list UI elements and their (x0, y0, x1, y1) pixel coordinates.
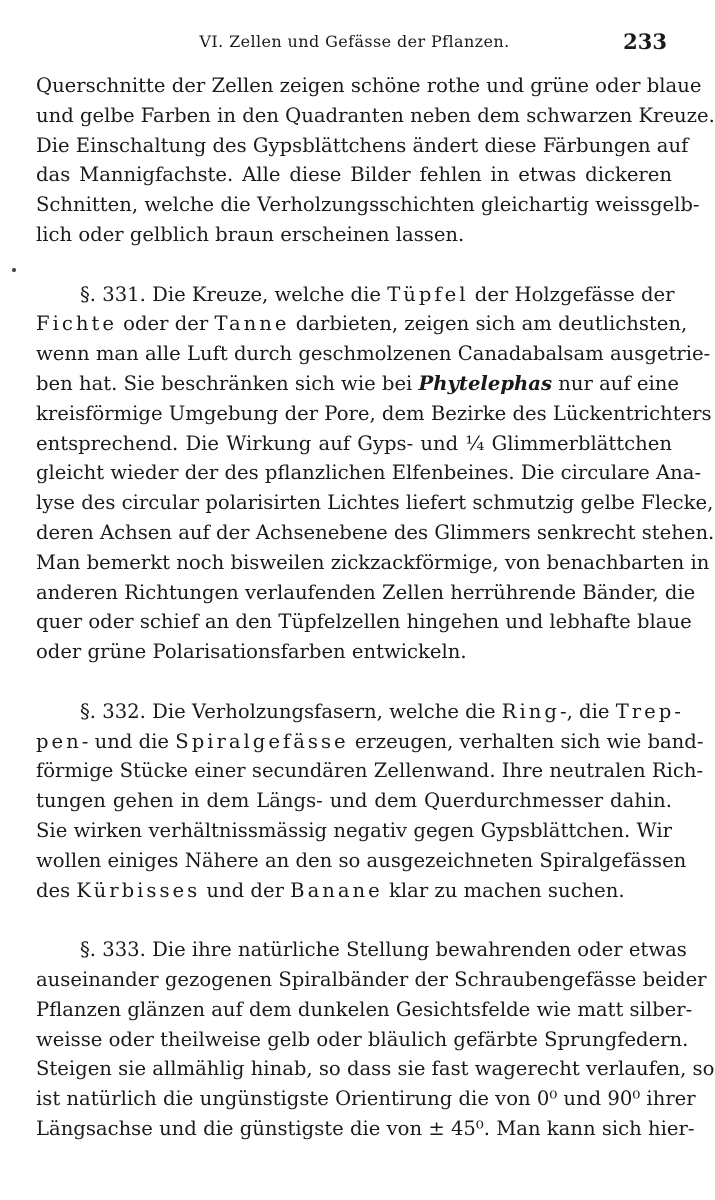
paragraph-332 (36, 697, 704, 906)
text-line: Längsachse und die günstigste die von ± 45⁰. Man kann sich hier- (36, 1116, 695, 1140)
text-line (36, 369, 679, 399)
paragraph-333 (36, 935, 715, 1144)
text-line: gleicht wieder der des pflanzlichen Elfenbeines. Die circulare Ana- (36, 461, 702, 485)
text-line: das Mannigfachste. Alle diese Bilder fehlen in etwas dickeren (36, 163, 672, 187)
text-line (36, 309, 688, 339)
page-number: 233 (623, 29, 667, 54)
text-run: §. 331. Die Kreuze, welche die (80, 282, 388, 306)
text-run: darbieten, zeigen sich am deutlichsten, (289, 312, 688, 336)
text-line: Man bemerkt noch bisweilen zickzackförmige, von benachbarten in (36, 550, 710, 574)
text-line: quer oder schief an den Tüpfelzellen hingehen und lebhafte blaue (36, 610, 692, 634)
text-line: Schnitten, welche die Verholzungsschichten gleichartig weissgelb- (36, 193, 700, 217)
spaced-term: Ring (501, 699, 560, 723)
text-run: und der (200, 878, 291, 902)
paragraph-331 (36, 280, 715, 667)
text-line: ist natürlich die ungünstigste Orientirung die von 0⁰ und 90⁰ ihrer (36, 1087, 696, 1111)
text-run: des (36, 878, 77, 902)
text-line: Die Einschaltung des Gypsblättchens ändert diese Färbungen auf (36, 133, 689, 157)
text-run: - und die (81, 729, 176, 753)
running-head: VI. Zellen und Gefässe der Pflanzen. (199, 32, 510, 51)
text-line: Querschnitte der Zellen zeigen schöne rothe und grüne oder blaue (36, 74, 702, 97)
text-line: wollen einiges Nähere an den so ausgezeichneten Spiralgefässen (36, 848, 687, 872)
text-line: oder grüne Polarisationsfarben entwickeln. (36, 640, 467, 664)
text-line: §. 333. Die ihre natürliche Stellung bewahrenden oder etwas (80, 938, 687, 962)
text-run: nur auf eine (552, 371, 679, 395)
body-text (36, 71, 715, 1144)
text-run: -, die (559, 699, 616, 723)
text-line: förmige Stücke einer secundären Zellenwand. Ihre neutralen Rich- (36, 759, 704, 783)
text-run: oder der (116, 312, 215, 336)
italic-term: Phytelephas (418, 371, 553, 395)
text-line: und gelbe Farben in den Quadranten neben dem schwarzen Kreuze. (36, 103, 715, 127)
text-run: §. 332. Die Verholzungsfasern, welche die (80, 699, 502, 723)
text-run: klar zu machen suchen. (382, 878, 625, 902)
margin-mark (12, 268, 16, 272)
text-line: Sie wirken verhältnissmässig negativ gegen Gypsblättchen. Wir (36, 818, 672, 842)
text-line: weisse oder theilweise gelb oder bläulich gefärbte Sprungfedern. (36, 1027, 689, 1051)
text-line: wenn man alle Luft durch geschmolzenen Canadabalsam ausgetrie- (36, 342, 711, 366)
text-line: Steigen sie allmählig hinab, so dass sie fast wagerecht verlaufen, so (36, 1057, 715, 1081)
text-line (36, 727, 704, 757)
spaced-term: Tüpfel (387, 282, 469, 306)
text-line: tungen gehen in dem Längs- und dem Querdurchmesser dahin. (36, 789, 672, 813)
text-run: ben hat. Sie beschränken sich wie bei (36, 371, 419, 395)
spaced-term: Tanne (214, 312, 290, 336)
text-line: anderen Richtungen verlaufenden Zellen herrührende Bänder, die (36, 580, 696, 604)
text-line: entsprechend. Die Wirkung auf Gyps- und ¼ Glimmerblättchen (36, 431, 672, 455)
spaced-term: Banane (290, 878, 383, 902)
text-line (36, 280, 675, 310)
text-line: Pflanzen glänzen auf dem dunkelen Gesichtsfelde wie matt silber- (36, 997, 693, 1021)
text-line: auseinander gezogenen Spiralbänder der Schraubengefässe beider (36, 967, 707, 991)
text-line: lyse des circular polarisirten Lichtes liefert schmutzig gelbe Flecke, (36, 491, 714, 515)
text-run: erzeugen, verhalten sich wie band- (348, 729, 704, 753)
spaced-term: Kürbisses (76, 878, 201, 902)
text-line (36, 876, 672, 906)
paragraph-continued (36, 71, 715, 250)
text-run: der Holzgefässe der (468, 282, 675, 306)
text-line: kreisförmige Umgebung der Pore, dem Bezirke des Lückentrichters (36, 401, 712, 425)
text-line: lich oder gelblich braun erscheinen lassen. (36, 222, 465, 246)
text-line: deren Achsen auf der Achsenebene des Glimmers senkrecht stehen. (36, 520, 715, 544)
spaced-term: Spiralgefässe (175, 729, 349, 753)
text-line (36, 697, 684, 727)
page-header (36, 29, 673, 60)
spaced-term: Trep- (615, 699, 684, 723)
spaced-term: pen (36, 729, 82, 753)
spaced-term: Fichte (36, 312, 117, 336)
